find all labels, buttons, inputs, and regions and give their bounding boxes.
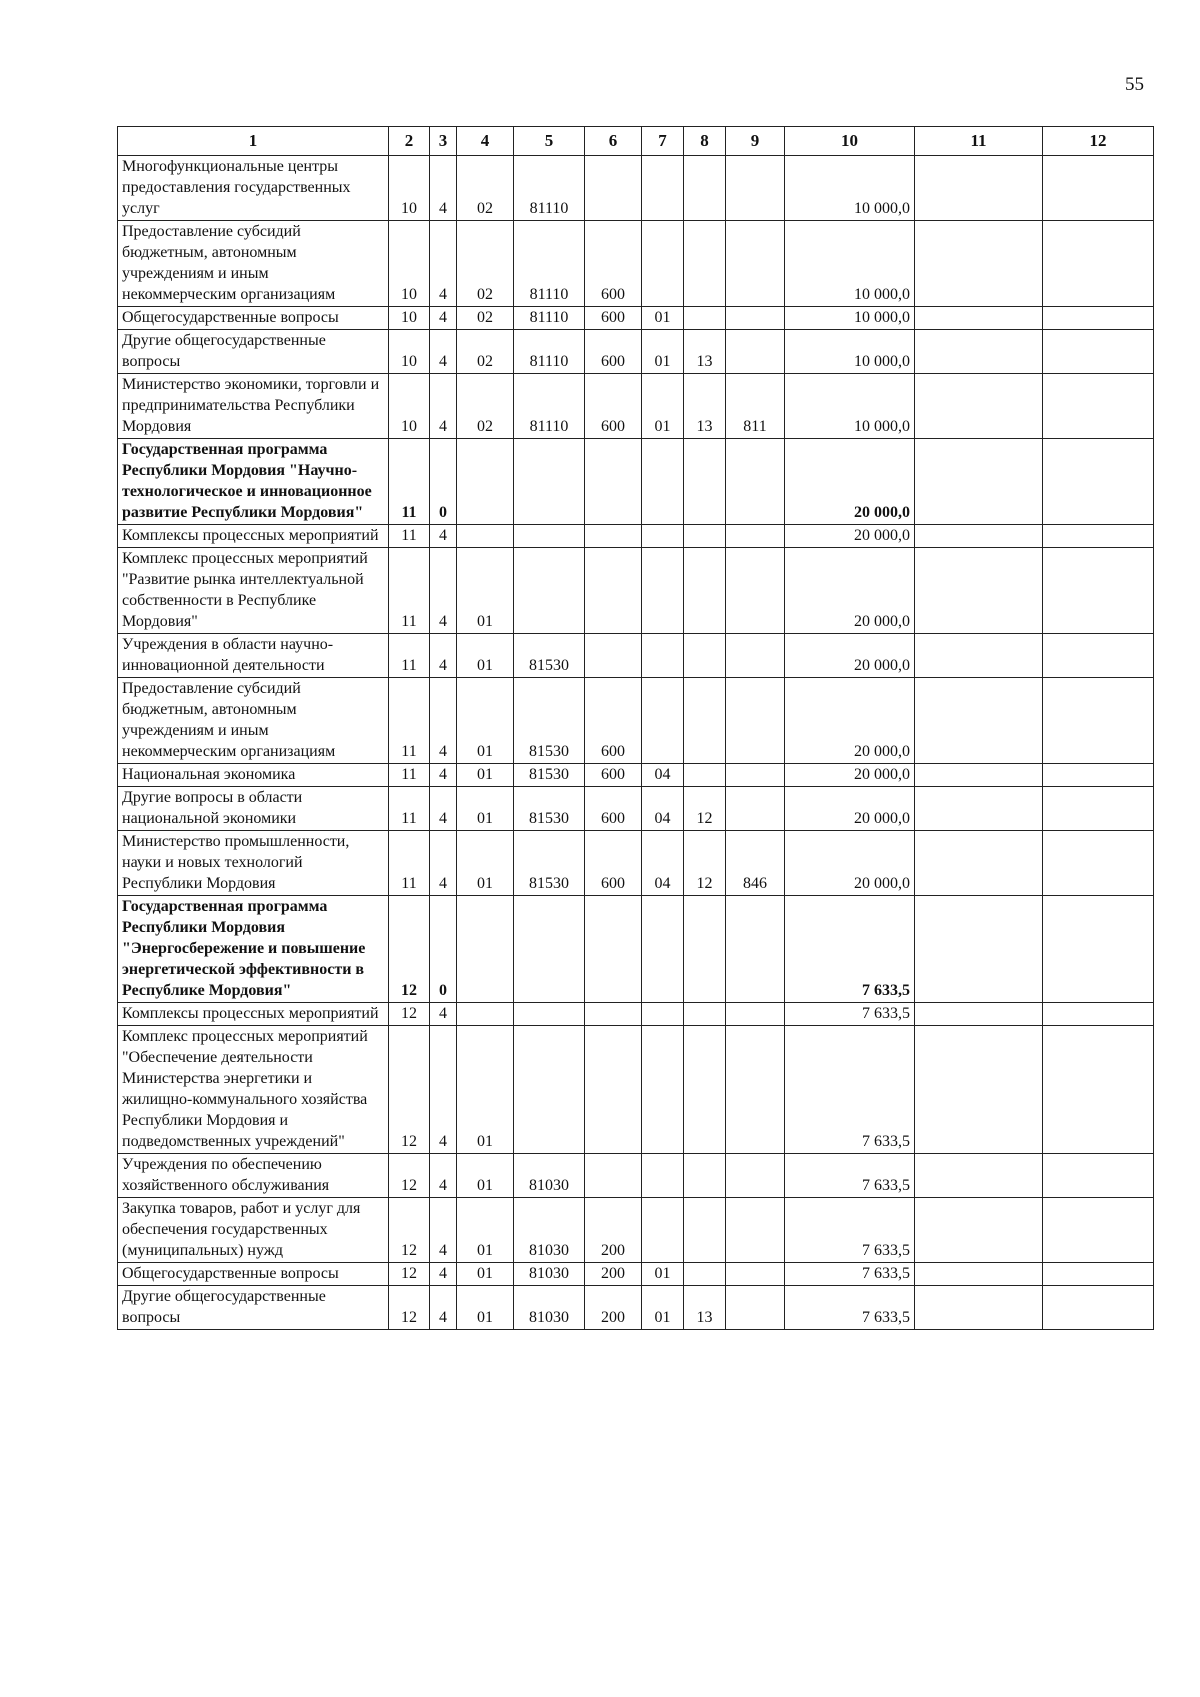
expense-type-cell: 600 xyxy=(585,764,642,787)
direction-cell: 81110 xyxy=(514,156,585,221)
expense-type-cell: 600 xyxy=(585,678,642,764)
col11-cell xyxy=(915,787,1043,831)
table-row xyxy=(118,525,1154,548)
header-col-10: 10 xyxy=(785,127,915,156)
subchapter-cell xyxy=(684,896,726,1003)
section-cell: 11 xyxy=(389,787,430,831)
amount-cell: 20 000,0 xyxy=(785,787,915,831)
direction-cell xyxy=(514,548,585,634)
col11-cell xyxy=(915,1026,1043,1154)
direction-cell xyxy=(514,896,585,1003)
name-cell: Комплекс процессных мероприятий "Развитие рынка интеллектуальной собственности в Республике Мордовия" xyxy=(118,548,389,634)
ministry-cell xyxy=(726,1198,785,1263)
col12-cell xyxy=(1043,439,1154,525)
chapter-cell: 01 xyxy=(642,1286,684,1330)
subchapter-cell xyxy=(684,156,726,221)
subchapter-cell xyxy=(684,678,726,764)
subprogram-cell: 0 xyxy=(430,439,457,525)
amount-cell: 7 633,5 xyxy=(785,896,915,1003)
section-cell: 10 xyxy=(389,221,430,307)
subchapter-cell xyxy=(684,1263,726,1286)
expense-type-cell xyxy=(585,634,642,678)
subprogram-cell: 4 xyxy=(430,525,457,548)
table-row xyxy=(118,787,1154,831)
amount-cell: 7 633,5 xyxy=(785,1286,915,1330)
group-cell: 01 xyxy=(457,831,514,896)
col11-cell xyxy=(915,764,1043,787)
chapter-cell xyxy=(642,548,684,634)
section-cell: 10 xyxy=(389,156,430,221)
table-row xyxy=(118,548,1154,634)
header-col-11: 11 xyxy=(915,127,1043,156)
group-cell xyxy=(457,1003,514,1026)
subprogram-cell: 4 xyxy=(430,831,457,896)
col12-cell xyxy=(1043,634,1154,678)
col12-cell xyxy=(1043,896,1154,1003)
col12-cell xyxy=(1043,1154,1154,1198)
group-cell: 01 xyxy=(457,1286,514,1330)
section-cell: 12 xyxy=(389,1286,430,1330)
subchapter-cell xyxy=(684,1198,726,1263)
col11-cell xyxy=(915,525,1043,548)
subprogram-cell: 4 xyxy=(430,678,457,764)
group-cell: 02 xyxy=(457,374,514,439)
chapter-cell xyxy=(642,1026,684,1154)
ministry-cell xyxy=(726,439,785,525)
ministry-cell: 811 xyxy=(726,374,785,439)
expense-type-cell xyxy=(585,1003,642,1026)
direction-cell: 81530 xyxy=(514,678,585,764)
ministry-cell xyxy=(726,896,785,1003)
name-cell: Предоставление субсидий бюджетным, автономным учреждениям и иным некоммерческим организациям xyxy=(118,221,389,307)
expense-type-cell: 200 xyxy=(585,1286,642,1330)
col11-cell xyxy=(915,1003,1043,1026)
col11-cell xyxy=(915,221,1043,307)
chapter-cell xyxy=(642,1003,684,1026)
col12-cell xyxy=(1043,156,1154,221)
direction-cell: 81030 xyxy=(514,1198,585,1263)
chapter-cell: 01 xyxy=(642,330,684,374)
group-cell: 01 xyxy=(457,678,514,764)
group-cell: 02 xyxy=(457,221,514,307)
section-cell: 12 xyxy=(389,896,430,1003)
amount-cell: 10 000,0 xyxy=(785,221,915,307)
subprogram-cell: 4 xyxy=(430,548,457,634)
col12-cell xyxy=(1043,307,1154,330)
subprogram-cell: 4 xyxy=(430,156,457,221)
col11-cell xyxy=(915,330,1043,374)
col12-cell xyxy=(1043,548,1154,634)
ministry-cell xyxy=(726,1263,785,1286)
col11-cell xyxy=(915,678,1043,764)
section-cell: 12 xyxy=(389,1198,430,1263)
header-col-12: 12 xyxy=(1043,127,1154,156)
subprogram-cell: 4 xyxy=(430,1003,457,1026)
ministry-cell xyxy=(726,221,785,307)
header-col-8: 8 xyxy=(684,127,726,156)
subprogram-cell: 4 xyxy=(430,1154,457,1198)
chapter-cell xyxy=(642,896,684,1003)
subchapter-cell xyxy=(684,764,726,787)
col11-cell xyxy=(915,831,1043,896)
section-cell: 10 xyxy=(389,374,430,439)
direction-cell: 81530 xyxy=(514,634,585,678)
subprogram-cell: 4 xyxy=(430,634,457,678)
ministry-cell xyxy=(726,1003,785,1026)
chapter-cell xyxy=(642,634,684,678)
header-col-6: 6 xyxy=(585,127,642,156)
name-cell: Закупка товаров, работ и услуг для обеспечения государственных (муниципальных) нужд xyxy=(118,1198,389,1263)
subchapter-cell xyxy=(684,221,726,307)
subchapter-cell: 13 xyxy=(684,1286,726,1330)
ministry-cell xyxy=(726,764,785,787)
col12-cell xyxy=(1043,1286,1154,1330)
name-cell: Комплексы процессных мероприятий xyxy=(118,1003,389,1026)
chapter-cell xyxy=(642,1198,684,1263)
section-cell: 11 xyxy=(389,439,430,525)
subprogram-cell: 4 xyxy=(430,764,457,787)
section-cell: 11 xyxy=(389,548,430,634)
subchapter-cell xyxy=(684,525,726,548)
section-cell: 10 xyxy=(389,330,430,374)
expense-type-cell xyxy=(585,156,642,221)
table-header-row xyxy=(118,127,1154,156)
col12-cell xyxy=(1043,525,1154,548)
col11-cell xyxy=(915,1263,1043,1286)
col12-cell xyxy=(1043,1263,1154,1286)
subchapter-cell: 13 xyxy=(684,374,726,439)
direction-cell: 81110 xyxy=(514,307,585,330)
name-cell: Другие общегосударственные вопросы xyxy=(118,330,389,374)
col11-cell xyxy=(915,439,1043,525)
col11-cell xyxy=(915,634,1043,678)
table-row xyxy=(118,1286,1154,1330)
subchapter-cell xyxy=(684,307,726,330)
amount-cell: 10 000,0 xyxy=(785,156,915,221)
amount-cell: 10 000,0 xyxy=(785,330,915,374)
chapter-cell xyxy=(642,221,684,307)
subprogram-cell: 4 xyxy=(430,1286,457,1330)
table-row xyxy=(118,764,1154,787)
ministry-cell xyxy=(726,1154,785,1198)
ministry-cell xyxy=(726,1026,785,1154)
name-cell: Государственная программа Республики Мордовия "Научно-технологическое и инновационное развитие Республики Мордовия" xyxy=(118,439,389,525)
name-cell: Учреждения в области научно-инновационной деятельности xyxy=(118,634,389,678)
col12-cell xyxy=(1043,374,1154,439)
amount-cell: 7 633,5 xyxy=(785,1003,915,1026)
name-cell: Другие общегосударственные вопросы xyxy=(118,1286,389,1330)
col12-cell xyxy=(1043,1198,1154,1263)
col12-cell xyxy=(1043,1003,1154,1026)
col11-cell xyxy=(915,1286,1043,1330)
expense-type-cell: 200 xyxy=(585,1198,642,1263)
col12-cell xyxy=(1043,221,1154,307)
chapter-cell xyxy=(642,156,684,221)
ministry-cell: 846 xyxy=(726,831,785,896)
subprogram-cell: 4 xyxy=(430,787,457,831)
name-cell: Учреждения по обеспечению хозяйственного обслуживания xyxy=(118,1154,389,1198)
table-row xyxy=(118,221,1154,307)
subchapter-cell xyxy=(684,634,726,678)
direction-cell: 81110 xyxy=(514,221,585,307)
table-row xyxy=(118,374,1154,439)
header-col-9: 9 xyxy=(726,127,785,156)
header-col-1: 1 xyxy=(118,127,389,156)
expense-type-cell: 200 xyxy=(585,1263,642,1286)
subchapter-cell xyxy=(684,1003,726,1026)
expense-type-cell: 600 xyxy=(585,831,642,896)
table-row xyxy=(118,1154,1154,1198)
section-cell: 11 xyxy=(389,525,430,548)
expense-type-cell xyxy=(585,896,642,1003)
subprogram-cell: 4 xyxy=(430,1026,457,1154)
amount-cell: 20 000,0 xyxy=(785,634,915,678)
table-row xyxy=(118,156,1154,221)
header-col-4: 4 xyxy=(457,127,514,156)
table-row xyxy=(118,831,1154,896)
expense-type-cell: 600 xyxy=(585,330,642,374)
col11-cell xyxy=(915,896,1043,1003)
name-cell: Комплекс процессных мероприятий "Обеспечение деятельности Министерства энергетики и жилищно-коммунального хозяйства Республики Мордовия и подведомственных учреждений" xyxy=(118,1026,389,1154)
section-cell: 10 xyxy=(389,307,430,330)
header-col-3: 3 xyxy=(430,127,457,156)
chapter-cell xyxy=(642,1154,684,1198)
subchapter-cell: 13 xyxy=(684,330,726,374)
direction-cell: 81110 xyxy=(514,374,585,439)
direction-cell: 81530 xyxy=(514,831,585,896)
chapter-cell xyxy=(642,678,684,764)
group-cell xyxy=(457,896,514,1003)
subchapter-cell xyxy=(684,439,726,525)
name-cell: Национальная экономика xyxy=(118,764,389,787)
ministry-cell xyxy=(726,156,785,221)
name-cell: Министерство экономики, торговли и предпринимательства Республики Мордовия xyxy=(118,374,389,439)
name-cell: Общегосударственные вопросы xyxy=(118,307,389,330)
col11-cell xyxy=(915,374,1043,439)
group-cell: 01 xyxy=(457,787,514,831)
subprogram-cell: 0 xyxy=(430,896,457,1003)
expense-type-cell xyxy=(585,1026,642,1154)
group-cell: 01 xyxy=(457,1263,514,1286)
budget-table xyxy=(117,126,1154,1330)
col11-cell xyxy=(915,548,1043,634)
group-cell xyxy=(457,439,514,525)
direction-cell: 81030 xyxy=(514,1263,585,1286)
chapter-cell: 04 xyxy=(642,764,684,787)
ministry-cell xyxy=(726,634,785,678)
amount-cell: 20 000,0 xyxy=(785,439,915,525)
expense-type-cell xyxy=(585,548,642,634)
header-col-2: 2 xyxy=(389,127,430,156)
direction-cell: 81530 xyxy=(514,787,585,831)
ministry-cell xyxy=(726,525,785,548)
amount-cell: 10 000,0 xyxy=(785,374,915,439)
group-cell: 01 xyxy=(457,548,514,634)
table-body xyxy=(118,156,1154,1330)
name-cell: Общегосударственные вопросы xyxy=(118,1263,389,1286)
section-cell: 11 xyxy=(389,678,430,764)
subprogram-cell: 4 xyxy=(430,1263,457,1286)
col11-cell xyxy=(915,1154,1043,1198)
expense-type-cell: 600 xyxy=(585,307,642,330)
amount-cell: 20 000,0 xyxy=(785,831,915,896)
direction-cell xyxy=(514,1003,585,1026)
direction-cell: 81110 xyxy=(514,330,585,374)
ministry-cell xyxy=(726,307,785,330)
group-cell: 01 xyxy=(457,1154,514,1198)
ministry-cell xyxy=(726,330,785,374)
subchapter-cell xyxy=(684,548,726,634)
section-cell: 12 xyxy=(389,1154,430,1198)
expense-type-cell: 600 xyxy=(585,787,642,831)
expense-type-cell xyxy=(585,439,642,525)
name-cell: Предоставление субсидий бюджетным, автономным учреждениям и иным некоммерческим организациям xyxy=(118,678,389,764)
table-row xyxy=(118,1003,1154,1026)
col12-cell xyxy=(1043,330,1154,374)
subprogram-cell: 4 xyxy=(430,307,457,330)
group-cell: 01 xyxy=(457,764,514,787)
section-cell: 11 xyxy=(389,764,430,787)
name-cell: Комплексы процессных мероприятий xyxy=(118,525,389,548)
direction-cell xyxy=(514,1026,585,1154)
subchapter-cell xyxy=(684,1154,726,1198)
group-cell xyxy=(457,525,514,548)
col11-cell xyxy=(915,156,1043,221)
table-row xyxy=(118,1198,1154,1263)
table-row xyxy=(118,307,1154,330)
table-row xyxy=(118,896,1154,1003)
chapter-cell: 01 xyxy=(642,307,684,330)
table-row xyxy=(118,678,1154,764)
ministry-cell xyxy=(726,787,785,831)
subprogram-cell: 4 xyxy=(430,1198,457,1263)
direction-cell: 81030 xyxy=(514,1154,585,1198)
subchapter-cell: 12 xyxy=(684,831,726,896)
col12-cell xyxy=(1043,678,1154,764)
section-cell: 12 xyxy=(389,1263,430,1286)
group-cell: 02 xyxy=(457,156,514,221)
chapter-cell xyxy=(642,525,684,548)
expense-type-cell: 600 xyxy=(585,221,642,307)
amount-cell: 20 000,0 xyxy=(785,525,915,548)
group-cell: 02 xyxy=(457,307,514,330)
subprogram-cell: 4 xyxy=(430,374,457,439)
chapter-cell: 01 xyxy=(642,1263,684,1286)
ministry-cell xyxy=(726,548,785,634)
amount-cell: 7 633,5 xyxy=(785,1154,915,1198)
section-cell: 11 xyxy=(389,634,430,678)
name-cell: Государственная программа Республики Мордовия "Энергосбережение и повышение энергетической эффективности в Республике Мордовия" xyxy=(118,896,389,1003)
col12-cell xyxy=(1043,764,1154,787)
subprogram-cell: 4 xyxy=(430,330,457,374)
group-cell: 01 xyxy=(457,1198,514,1263)
group-cell: 01 xyxy=(457,1026,514,1154)
direction-cell: 81030 xyxy=(514,1286,585,1330)
header-col-5: 5 xyxy=(514,127,585,156)
amount-cell: 20 000,0 xyxy=(785,548,915,634)
col11-cell xyxy=(915,1198,1043,1263)
subchapter-cell xyxy=(684,1026,726,1154)
name-cell: Другие вопросы в области национальной экономики xyxy=(118,787,389,831)
direction-cell: 81530 xyxy=(514,764,585,787)
table-row xyxy=(118,1026,1154,1154)
amount-cell: 20 000,0 xyxy=(785,764,915,787)
amount-cell: 7 633,5 xyxy=(785,1026,915,1154)
col11-cell xyxy=(915,307,1043,330)
header-col-7: 7 xyxy=(642,127,684,156)
table-row xyxy=(118,634,1154,678)
group-cell: 02 xyxy=(457,330,514,374)
chapter-cell: 01 xyxy=(642,374,684,439)
direction-cell xyxy=(514,525,585,548)
table-row xyxy=(118,1263,1154,1286)
group-cell: 01 xyxy=(457,634,514,678)
page-number: 55 xyxy=(1125,74,1144,95)
col12-cell xyxy=(1043,1026,1154,1154)
section-cell: 12 xyxy=(389,1003,430,1026)
expense-type-cell: 600 xyxy=(585,374,642,439)
name-cell: Многофункциональные центры предоставления государственных услуг xyxy=(118,156,389,221)
chapter-cell: 04 xyxy=(642,831,684,896)
amount-cell: 20 000,0 xyxy=(785,678,915,764)
col12-cell xyxy=(1043,787,1154,831)
amount-cell: 10 000,0 xyxy=(785,307,915,330)
name-cell: Министерство промышленности, науки и новых технологий Республики Мордовия xyxy=(118,831,389,896)
table-row xyxy=(118,330,1154,374)
amount-cell: 7 633,5 xyxy=(785,1198,915,1263)
expense-type-cell xyxy=(585,525,642,548)
table-row xyxy=(118,439,1154,525)
amount-cell: 7 633,5 xyxy=(785,1263,915,1286)
chapter-cell: 04 xyxy=(642,787,684,831)
section-cell: 12 xyxy=(389,1026,430,1154)
section-cell: 11 xyxy=(389,831,430,896)
col12-cell xyxy=(1043,831,1154,896)
ministry-cell xyxy=(726,1286,785,1330)
chapter-cell xyxy=(642,439,684,525)
expense-type-cell xyxy=(585,1154,642,1198)
subchapter-cell: 12 xyxy=(684,787,726,831)
direction-cell xyxy=(514,439,585,525)
subprogram-cell: 4 xyxy=(430,221,457,307)
ministry-cell xyxy=(726,678,785,764)
